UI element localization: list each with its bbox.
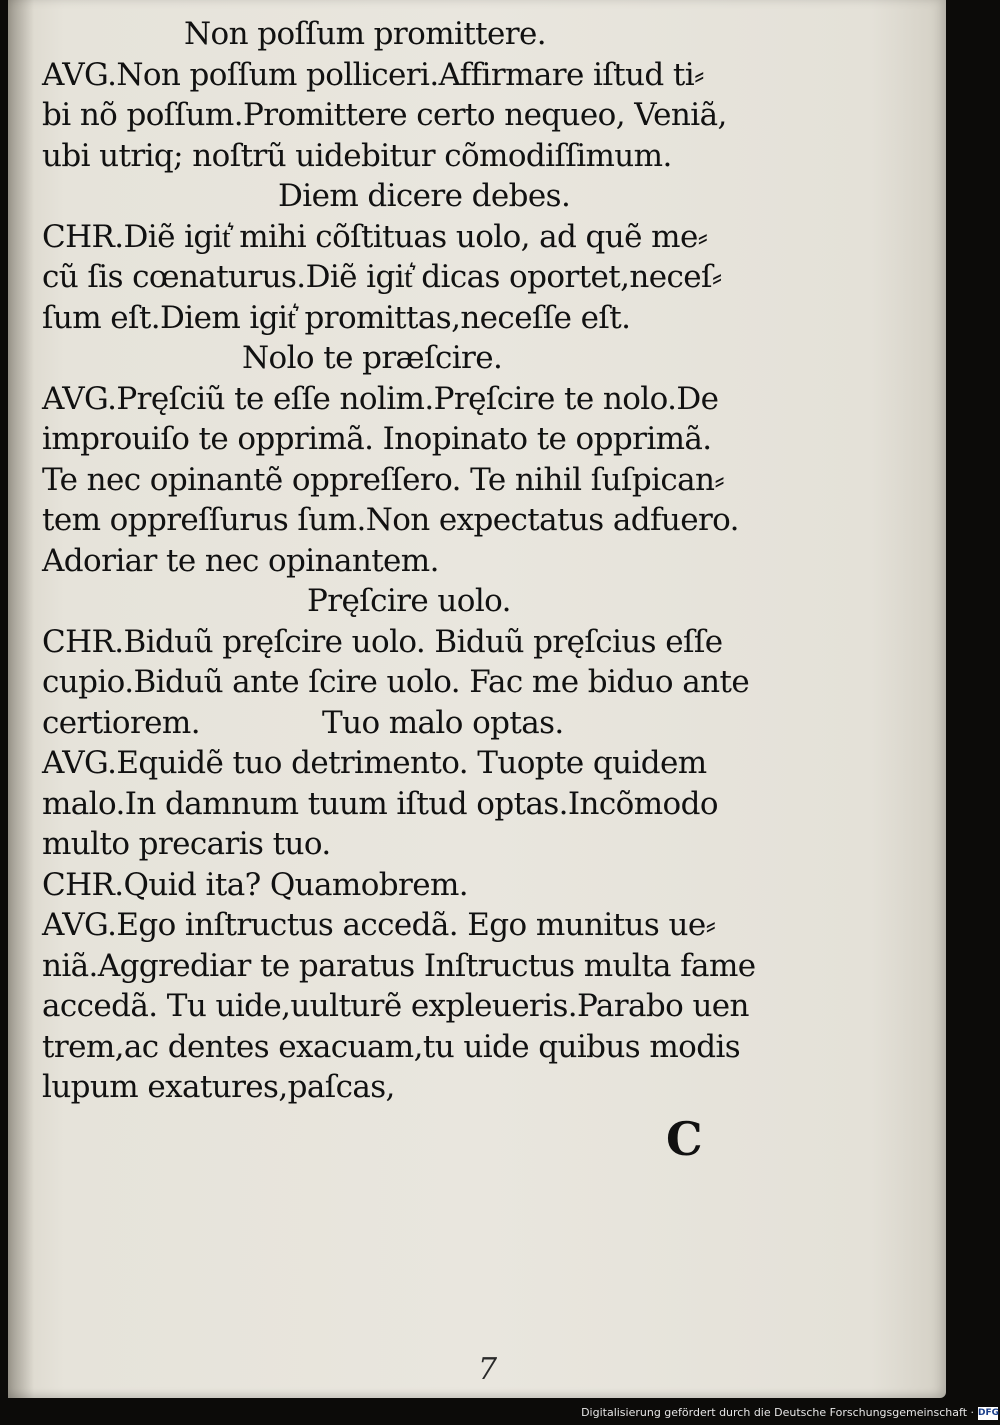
section-heading: Tuo malo optas.	[322, 704, 564, 741]
text-line: cupio.Biduũ ante ſcire uolo. Fac me biduo ante	[42, 664, 750, 700]
text-line: CHR.Quid ita? Quamobrem.	[42, 866, 469, 903]
text-line: CHR.Diẽ igit͛ mihi cõſtituas uolo, ad quẽ me⸗	[42, 218, 708, 255]
page-gutter-shadow	[8, 0, 34, 1398]
text-line: AVG.Ego inſtructus accedã. Ego munitus ue⸗	[42, 907, 716, 943]
page-text	[42, 14, 762, 1108]
text-line: cũ ſis cœnaturus.Diẽ igit͛ dicas oportet,neceſ⸗	[42, 259, 722, 295]
text-line: niã.Aggrediar te paratus Inſtructus multa fame	[42, 947, 756, 984]
text-line: trem,ac dentes exacuam,tu uide quibus modis	[42, 1028, 741, 1065]
text-line: bi nõ poſſum.Promittere certo nequeo, Veniã,	[42, 97, 727, 133]
text-line: Te nec opinantẽ oppreſſero. Te nihil ſuſpican⸗	[42, 461, 725, 498]
funding-credit: Digitalisierung gefördert durch die Deutsche Forschungsgemeinschaft ·	[581, 1406, 974, 1419]
text-line: lupum exatures,paſcas,	[42, 1069, 395, 1105]
dfg-logo[interactable]: DFG	[978, 1408, 1000, 1418]
footer-bar	[0, 1404, 1000, 1425]
signature-mark: C	[666, 1112, 703, 1166]
text-line: CHR.Biduũ pręſcire uolo. Biduũ pręſcius eſſe	[42, 623, 723, 660]
text-line: AVG.Pręſciũ te eſſe nolim.Pręſcire te nolo.De	[42, 380, 719, 417]
text-fragment: certiorem.	[42, 704, 200, 741]
text-line: multo precaris tuo.	[42, 826, 331, 862]
section-heading: Non poſſum promittere.	[184, 16, 546, 52]
text-line: accedã. Tu uide,uulturẽ expleueris.Parabo uen	[42, 988, 749, 1024]
text-line: AVG.Equidẽ tuo detrimento. Tuopte quidem	[42, 745, 707, 781]
text-line: improuiſo te opprimã. Inopinato te opprimã.	[42, 421, 712, 457]
section-heading: Nolo te præſcire.	[242, 340, 503, 376]
page-number: 7	[478, 1352, 498, 1387]
text-line: Adoriar te nec opinantem.	[42, 542, 439, 579]
text-line-with-heading	[42, 703, 762, 744]
text-line: ubi utriq; noſtrũ uidebitur cõmodiſſimum.	[42, 137, 672, 174]
text-line: tem oppreſſurus ſum.Non expectatus adfuero.	[42, 502, 739, 538]
text-line: AVG.Non poſſum polliceri.Affirmare iſtud ti⸗	[42, 56, 704, 93]
section-heading: Diem dicere debes.	[278, 178, 571, 214]
section-heading: Pręſcire uolo.	[307, 583, 511, 619]
text-line: malo.In damnum tuum iſtud optas.Incõmodo	[42, 785, 718, 822]
text-line: ſum eſt.Diem igit͛ promittas,neceſſe eſt.	[42, 299, 631, 336]
book-page	[8, 0, 946, 1398]
